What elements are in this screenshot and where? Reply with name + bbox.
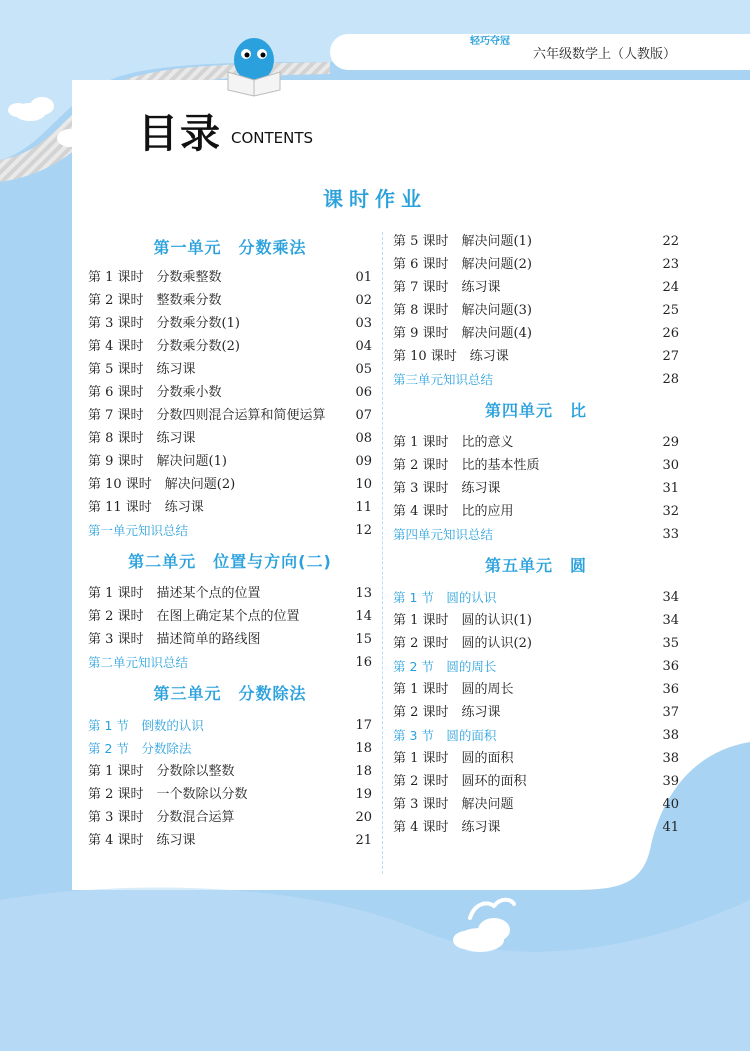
unit-heading: 第三单元 分数除法 xyxy=(153,684,307,703)
toc-entry-label: 第 3 课时 分数混合运算 xyxy=(88,810,235,825)
toc-lesson-row[interactable] xyxy=(393,500,679,523)
toc-page-number: 19 xyxy=(355,787,372,802)
toc-lesson-row[interactable] xyxy=(88,760,372,783)
toc-entry-label: 第二单元知识总结 xyxy=(88,655,189,670)
toc-lesson-row[interactable] xyxy=(393,747,679,770)
toc-lesson-row[interactable] xyxy=(393,253,679,276)
unit-heading: 第一单元 分数乘法 xyxy=(153,238,307,257)
toc-entry-label: 第 2 课时 比的基本性质 xyxy=(393,458,540,473)
toc-page-number: 16 xyxy=(355,655,372,670)
toc-page-number: 23 xyxy=(662,257,679,272)
toc-page-number: 34 xyxy=(662,613,679,628)
toc-page-number: 25 xyxy=(662,303,679,318)
toc-entry-label: 第 11 课时 练习课 xyxy=(88,500,204,515)
toc-lesson-row[interactable] xyxy=(88,582,372,605)
toc-entry-label: 第 1 节 倒数的认识 xyxy=(88,718,204,733)
toc-section-row[interactable] xyxy=(88,714,372,737)
toc-page-number: 08 xyxy=(355,431,372,446)
toc-entry-label: 第 2 课时 练习课 xyxy=(393,705,501,720)
toc-entry-label: 第 8 课时 解决问题(3) xyxy=(393,303,532,318)
toc-entry-label: 第 4 课时 练习课 xyxy=(88,833,196,848)
toc-page-number: 31 xyxy=(662,481,679,496)
toc-lesson-row[interactable] xyxy=(393,230,679,253)
toc-page-number: 39 xyxy=(662,774,679,789)
toc-page-number: 21 xyxy=(355,833,372,848)
toc-page-number: 36 xyxy=(662,682,679,697)
toc-page-number: 15 xyxy=(355,632,372,647)
toc-entry-label: 第 3 课时 解决问题 xyxy=(393,797,514,812)
toc-entry-label: 第 5 课时 解决问题(1) xyxy=(393,234,532,249)
toc-page-number: 13 xyxy=(355,586,372,601)
toc-page-number: 11 xyxy=(355,500,372,515)
toc-lesson-row[interactable] xyxy=(88,605,372,628)
toc-section-row[interactable] xyxy=(88,651,372,674)
toc-entry-label: 第 4 课时 练习课 xyxy=(393,820,501,835)
toc-page-number: 38 xyxy=(662,728,679,743)
toc-page-number: 10 xyxy=(355,477,372,492)
toc-page-number: 29 xyxy=(662,435,679,450)
toc-section-row[interactable] xyxy=(393,586,679,609)
toc-page-number: 04 xyxy=(355,339,372,354)
toc-entry-label: 第 2 课时 圆的认识(2) xyxy=(393,636,532,651)
toc-entry-label: 第 2 课时 在图上确定某个点的位置 xyxy=(88,609,300,624)
toc-entry-label: 第 1 课时 圆的认识(1) xyxy=(393,613,532,628)
toc-page-number: 33 xyxy=(662,527,679,542)
toc-lesson-row[interactable] xyxy=(88,404,372,427)
toc-section-row[interactable] xyxy=(393,655,679,678)
toc-entry-label: 第 3 节 圆的面积 xyxy=(393,728,497,743)
toc-page-number: 28 xyxy=(662,372,679,387)
toc-entry-label: 第 1 节 圆的认识 xyxy=(393,590,497,605)
toc-page-number: 24 xyxy=(662,280,679,295)
toc-lesson-row[interactable] xyxy=(393,793,679,816)
unit-heading: 第二单元 位置与方向(二) xyxy=(128,552,332,571)
toc-page-number: 17 xyxy=(355,718,372,733)
toc-entry-label: 第 2 节 圆的周长 xyxy=(393,659,497,674)
toc-page-number: 07 xyxy=(355,408,372,423)
toc-page-number: 40 xyxy=(662,797,679,812)
toc-entry-label: 第 7 课时 分数四则混合运算和简便运算 xyxy=(88,408,326,423)
toc-lesson-row[interactable] xyxy=(88,289,372,312)
toc-page-number: 03 xyxy=(355,316,372,331)
toc-entry-label: 第 1 课时 比的意义 xyxy=(393,435,514,450)
toc-lesson-row[interactable] xyxy=(393,678,679,701)
section-heading: 课时作业 xyxy=(323,187,427,211)
toc-lesson-row[interactable] xyxy=(393,701,679,724)
toc-entry-label: 第 10 课时 解决问题(2) xyxy=(88,477,236,492)
toc-page-number: 22 xyxy=(662,234,679,249)
toc-entry-label: 第 2 课时 整数乘分数 xyxy=(88,293,222,308)
brand-logo: 轻巧夺冠 xyxy=(470,36,510,47)
toc-section-row[interactable] xyxy=(88,737,372,760)
toc-lesson-row[interactable] xyxy=(88,427,372,450)
toc-lesson-row[interactable] xyxy=(393,609,679,632)
toc-section-row[interactable] xyxy=(88,519,372,542)
toc-entry-label: 第 3 课时 分数乘分数(1) xyxy=(88,316,240,331)
column-divider xyxy=(382,232,383,874)
toc-entry-label: 第 7 课时 练习课 xyxy=(393,280,501,295)
page-title-english: CONTENTS xyxy=(231,129,314,147)
page-title: 目录 xyxy=(138,111,222,157)
toc-entry-label: 第 6 课时 解决问题(2) xyxy=(393,257,532,272)
toc-entry-label: 第 2 节 分数除法 xyxy=(88,741,192,756)
toc-page-number: 09 xyxy=(355,454,372,469)
toc-page-number: 12 xyxy=(355,523,372,538)
toc-entry-label: 第 2 课时 圆环的面积 xyxy=(393,774,527,789)
toc-entry-label: 第 3 课时 练习课 xyxy=(393,481,501,496)
toc-entry-label: 第一单元知识总结 xyxy=(88,523,189,538)
toc-page-number: 06 xyxy=(355,385,372,400)
toc-lesson-row[interactable] xyxy=(393,454,679,477)
toc-section-row[interactable] xyxy=(393,523,679,546)
toc-lesson-row[interactable] xyxy=(88,806,372,829)
toc-entry-label: 第 1 课时 圆的面积 xyxy=(393,751,514,766)
toc-right-column xyxy=(393,230,679,839)
toc-lesson-row[interactable] xyxy=(88,358,372,381)
toc-lesson-row[interactable] xyxy=(393,477,679,500)
toc-page-number: 05 xyxy=(355,362,372,377)
toc-section-row[interactable] xyxy=(393,368,679,391)
toc-lesson-row[interactable] xyxy=(88,266,372,289)
toc-lesson-row[interactable] xyxy=(88,829,372,852)
toc-page-number: 02 xyxy=(355,293,372,308)
toc-entry-label: 第 4 课时 分数乘分数(2) xyxy=(88,339,240,354)
toc-page-number: 38 xyxy=(662,751,679,766)
toc-entry-label: 第 5 课时 练习课 xyxy=(88,362,196,377)
toc-entry-label: 第 3 课时 描述简单的路线图 xyxy=(88,632,261,647)
toc-lesson-row[interactable] xyxy=(88,628,372,651)
toc-lesson-row[interactable] xyxy=(88,450,372,473)
toc-page-number: 37 xyxy=(662,705,679,720)
toc-entry-label: 第 2 课时 一个数除以分数 xyxy=(88,787,248,802)
toc-page-number: 41 xyxy=(662,820,679,835)
toc-entry-label: 第四单元知识总结 xyxy=(393,527,494,542)
toc-lesson-row[interactable] xyxy=(393,299,679,322)
toc-entry-label: 第 1 课时 描述某个点的位置 xyxy=(88,586,261,601)
toc-lesson-row[interactable] xyxy=(88,473,372,496)
toc-page-number: 27 xyxy=(662,349,679,364)
toc-lesson-row[interactable] xyxy=(393,345,679,368)
toc-entry-label: 第三单元知识总结 xyxy=(393,372,494,387)
toc-entry-label: 第 1 课时 圆的周长 xyxy=(393,682,514,697)
toc-lesson-row[interactable] xyxy=(393,770,679,793)
toc-lesson-row[interactable] xyxy=(88,381,372,404)
toc-lesson-row[interactable] xyxy=(88,312,372,335)
toc-entry-label: 第 1 课时 分数乘整数 xyxy=(88,270,222,285)
toc-page-number: 36 xyxy=(662,659,679,674)
toc-entry-label: 第 8 课时 练习课 xyxy=(88,431,196,446)
toc-page-number: 14 xyxy=(355,609,372,624)
toc-lesson-row[interactable] xyxy=(393,276,679,299)
toc-page-number: 18 xyxy=(355,741,372,756)
toc-entry-label: 第 10 课时 练习课 xyxy=(393,349,509,364)
toc-page-number: 01 xyxy=(355,270,372,285)
toc-lesson-row[interactable] xyxy=(88,335,372,358)
toc-page-number: 30 xyxy=(662,458,679,473)
toc-section-row[interactable] xyxy=(393,724,679,747)
book-title: 六年级数学上（人教版） xyxy=(533,47,677,62)
toc-page-number: 34 xyxy=(662,590,679,605)
toc-page-number: 20 xyxy=(355,810,372,825)
toc-lesson-row[interactable] xyxy=(393,322,679,345)
toc-lesson-row[interactable] xyxy=(88,783,372,806)
toc-page-number: 35 xyxy=(662,636,679,651)
toc-entry-label: 第 4 课时 比的应用 xyxy=(393,504,514,519)
toc-lesson-row[interactable] xyxy=(393,632,679,655)
toc-page-number: 18 xyxy=(355,764,372,779)
toc-lesson-row[interactable] xyxy=(393,431,679,454)
unit-heading: 第四单元 比 xyxy=(484,401,587,420)
toc-lesson-row[interactable] xyxy=(88,496,372,519)
toc-left-column xyxy=(88,230,372,852)
unit-heading: 第五单元 圆 xyxy=(484,556,587,575)
toc-page-number: 32 xyxy=(662,504,679,519)
toc-lesson-row[interactable] xyxy=(393,816,679,839)
toc-entry-label: 第 6 课时 分数乘小数 xyxy=(88,385,222,400)
toc-entry-label: 第 1 课时 分数除以整数 xyxy=(88,764,235,779)
toc-entry-label: 第 9 课时 解决问题(4) xyxy=(393,326,532,341)
toc-page-number: 26 xyxy=(662,326,679,341)
toc-entry-label: 第 9 课时 解决问题(1) xyxy=(88,454,227,469)
